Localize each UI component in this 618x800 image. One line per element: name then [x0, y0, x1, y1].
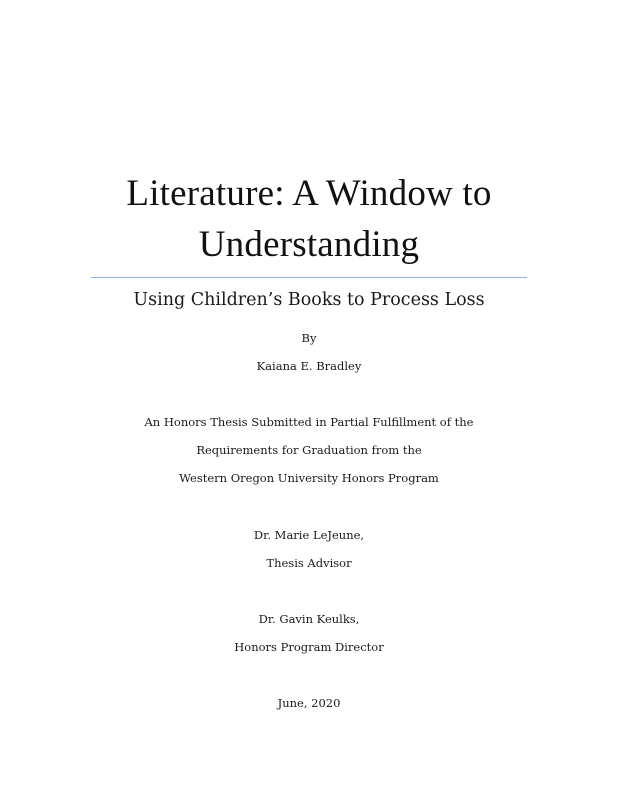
director-role: Honors Program Director — [234, 640, 384, 654]
thesis-title — [0, 168, 618, 270]
by-label: By — [301, 331, 317, 345]
advisor-name: Dr. Marie LeJeune, — [253, 528, 365, 542]
advisor-role: Thesis Advisor — [266, 556, 352, 570]
submission-date: June, 2020 — [277, 696, 341, 710]
submission-statement-line-3: Western Oregon University Honors Program — [179, 471, 439, 485]
title-divider — [91, 277, 527, 278]
thesis-title-line-2: Understanding — [198, 224, 420, 265]
submission-statement-line-1: An Honors Thesis Submitted in Partial Fulfillment of the — [144, 415, 474, 429]
thesis-subtitle: Using Children’s Books to Process Loss — [133, 290, 485, 310]
thesis-title-line-1: Literature: A Window to — [126, 173, 492, 214]
director-name: Dr. Gavin Keulks, — [258, 612, 360, 626]
author-name: Kaiana E. Bradley — [256, 359, 362, 373]
submission-statement-line-2: Requirements for Graduation from the — [196, 443, 422, 457]
